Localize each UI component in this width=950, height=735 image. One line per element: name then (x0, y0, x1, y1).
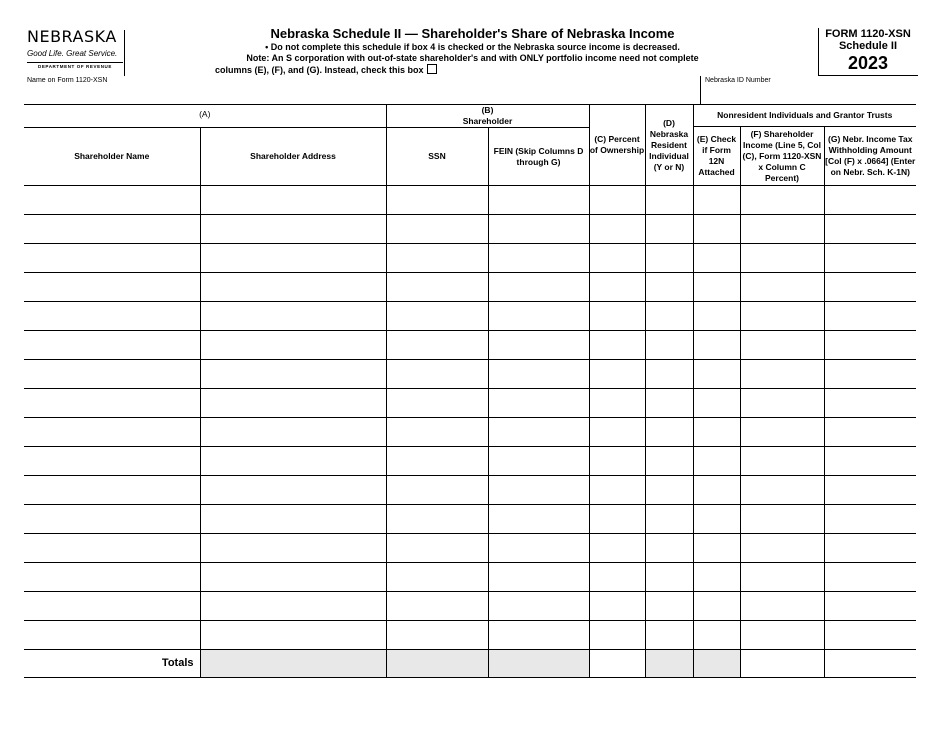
form-12n-checkbox-field[interactable] (693, 186, 740, 215)
table-row (24, 389, 916, 418)
percent-ownership-field[interactable] (589, 563, 645, 592)
nebraska-resident-field[interactable] (645, 215, 693, 244)
withholding-amount-field[interactable] (824, 273, 916, 302)
shareholder-income-field[interactable] (740, 244, 824, 273)
shareholder-income-field[interactable] (740, 592, 824, 621)
fein-field[interactable] (488, 186, 589, 215)
name-field-label: Name on Form 1120-XSN (27, 77, 108, 84)
table-row (24, 534, 916, 563)
totals-row (24, 650, 916, 678)
percent-ownership-field[interactable] (589, 331, 645, 360)
portfolio-note-line1: Note: An S corporation with out-of-state shareholder's and with ONLY portfolio income need not complete (246, 53, 699, 63)
withholding-amount-field[interactable] (824, 447, 916, 476)
shareholder-rows (24, 186, 916, 650)
shareholder-name-field[interactable] (24, 592, 200, 621)
portfolio-note-text: columns (E), (F), and (G). Instead, check this box (215, 65, 424, 75)
shareholder-schedule-table (24, 104, 916, 678)
ssn-header: SSN (386, 128, 488, 186)
logo-wordmark: NEBRASKA (27, 27, 117, 46)
shareholder-name-field[interactable] (24, 418, 200, 447)
fein-field[interactable] (488, 447, 589, 476)
fein-field[interactable] (488, 418, 589, 447)
ssn-field[interactable] (386, 534, 488, 563)
percent-ownership-field[interactable] (589, 505, 645, 534)
shareholder-name-field[interactable] (24, 476, 200, 505)
form-number: FORM 1120-XSN (825, 28, 911, 40)
withholding-amount-field[interactable] (824, 621, 916, 650)
withholding-amount-field[interactable] (824, 215, 916, 244)
percent-ownership-field[interactable] (589, 418, 645, 447)
fein-header: FEIN (Skip Columns D through G) (488, 128, 589, 186)
shareholder-income-field[interactable] (740, 505, 824, 534)
column-d-header: (D) Nebraska Resident Individual (Y or N) (645, 105, 693, 186)
ssn-field[interactable] (386, 476, 488, 505)
form-12n-checkbox-field[interactable] (693, 476, 740, 505)
totals-fein-shaded (488, 650, 589, 678)
form-12n-checkbox-field[interactable] (693, 534, 740, 563)
shareholder-address-field[interactable] (200, 621, 386, 650)
withholding-amount-field[interactable] (824, 244, 916, 273)
ssn-field[interactable] (386, 447, 488, 476)
totals-withholding-field[interactable] (824, 650, 916, 678)
ssn-field[interactable] (386, 215, 488, 244)
ssn-field[interactable] (386, 621, 488, 650)
percent-ownership-field[interactable] (589, 215, 645, 244)
shareholder-name-field[interactable] (24, 331, 200, 360)
table-row (24, 331, 916, 360)
nebraska-id-divider (700, 76, 701, 104)
totals-percent-field[interactable] (589, 650, 645, 678)
table-row (24, 302, 916, 331)
shareholder-name-header: Shareholder Name (24, 128, 200, 186)
withholding-amount-field[interactable] (824, 505, 916, 534)
shareholder-name-field[interactable] (24, 621, 200, 650)
percent-ownership-field[interactable] (589, 592, 645, 621)
fein-field[interactable] (488, 592, 589, 621)
percent-ownership-field[interactable] (589, 447, 645, 476)
nebraska-resident-field[interactable] (645, 360, 693, 389)
logo-department: DEPARTMENT OF REVENUE (37, 64, 113, 69)
shareholder-income-field[interactable] (740, 476, 824, 505)
column-g-header: (G) Nebr. Income Tax Withholding Amount [Col (F) x .0664] (Enter on Nebr. Sch. K-1N) (824, 127, 916, 186)
shareholder-address-field[interactable] (200, 331, 386, 360)
nebraska-resident-field[interactable] (645, 563, 693, 592)
nebraska-resident-field[interactable] (645, 505, 693, 534)
form-12n-checkbox-field[interactable] (693, 215, 740, 244)
nebraska-resident-field[interactable] (645, 331, 693, 360)
form-id-block (818, 28, 918, 73)
table-row (24, 360, 916, 389)
shareholder-name-field[interactable] (24, 215, 200, 244)
nebraska-resident-field[interactable] (645, 476, 693, 505)
percent-ownership-field[interactable] (589, 302, 645, 331)
percent-ownership-field[interactable] (589, 476, 645, 505)
shareholder-income-field[interactable] (740, 563, 824, 592)
column-b-header (386, 105, 589, 128)
ssn-field[interactable] (386, 331, 488, 360)
shareholder-name-field[interactable] (24, 389, 200, 418)
shareholder-address-field[interactable] (200, 389, 386, 418)
table-row (24, 418, 916, 447)
shareholder-address-field[interactable] (200, 360, 386, 389)
table-row (24, 563, 916, 592)
nebraska-resident-field[interactable] (645, 621, 693, 650)
form-12n-checkbox-field[interactable] (693, 505, 740, 534)
instruction-bullet: • Do not complete this schedule if box 4 is checked or the Nebraska source income is decreased. (265, 42, 680, 52)
ssn-field[interactable] (386, 360, 488, 389)
form-id-underline (818, 75, 918, 76)
shareholder-name-field[interactable] (24, 360, 200, 389)
shareholder-name-field[interactable] (24, 563, 200, 592)
table-row (24, 476, 916, 505)
nebraska-resident-field[interactable] (645, 186, 693, 215)
totals-address-shaded (200, 650, 386, 678)
ssn-field[interactable] (386, 302, 488, 331)
shareholder-address-field[interactable] (200, 215, 386, 244)
form-12n-checkbox-field[interactable] (693, 244, 740, 273)
form-12n-checkbox-field[interactable] (693, 302, 740, 331)
percent-ownership-field[interactable] (589, 621, 645, 650)
table-row (24, 186, 916, 215)
nebraska-resident-field[interactable] (645, 447, 693, 476)
ssn-field[interactable] (386, 244, 488, 273)
totals-ssn-shaded (386, 650, 488, 678)
fein-field[interactable] (488, 331, 589, 360)
withholding-amount-field[interactable] (824, 331, 916, 360)
ssn-field[interactable] (386, 186, 488, 215)
table-row (24, 244, 916, 273)
ssn-field[interactable] (386, 505, 488, 534)
column-a-header: (A) (24, 105, 386, 128)
shareholder-income-field[interactable] (740, 302, 824, 331)
portfolio-note-line2 (215, 64, 437, 75)
column-b-title: Shareholder (462, 116, 513, 126)
tax-year: 2023 (847, 53, 889, 73)
percent-ownership-field[interactable] (589, 534, 645, 563)
shareholder-address-field[interactable] (200, 418, 386, 447)
shareholder-name-field[interactable] (24, 534, 200, 563)
shareholder-address-field[interactable] (200, 273, 386, 302)
withholding-amount-field[interactable] (824, 534, 916, 563)
shareholder-income-field[interactable] (740, 389, 824, 418)
table-row (24, 447, 916, 476)
nebraska-resident-field[interactable] (645, 418, 693, 447)
shareholder-address-field[interactable] (200, 244, 386, 273)
percent-ownership-field[interactable] (589, 389, 645, 418)
nebraska-revenue-logo (27, 28, 127, 74)
withholding-amount-field[interactable] (824, 592, 916, 621)
withholding-amount-field[interactable] (824, 360, 916, 389)
form-12n-checkbox-field[interactable] (693, 621, 740, 650)
logo-tagline: Good Life. Great Service. (27, 49, 118, 58)
totals-resident-shaded (645, 650, 693, 678)
schedule-number: Schedule II (838, 40, 898, 52)
logo-rule (27, 62, 123, 63)
nebraska-id-label: Nebraska ID Number (705, 77, 771, 84)
percent-ownership-field[interactable] (589, 360, 645, 389)
shareholder-income-field[interactable] (740, 447, 824, 476)
shareholder-income-field[interactable] (740, 273, 824, 302)
nebraska-resident-field[interactable] (645, 592, 693, 621)
shareholder-address-field[interactable] (200, 476, 386, 505)
form-12n-checkbox-field[interactable] (693, 592, 740, 621)
portfolio-only-checkbox[interactable] (427, 64, 437, 74)
fein-field[interactable] (488, 534, 589, 563)
shareholder-income-field[interactable] (740, 621, 824, 650)
withholding-amount-field[interactable] (824, 302, 916, 331)
form-12n-checkbox-field[interactable] (693, 447, 740, 476)
shareholder-income-field[interactable] (740, 360, 824, 389)
shareholder-income-field[interactable] (740, 534, 824, 563)
fein-field[interactable] (488, 273, 589, 302)
schedule-title: Nebraska Schedule II — Shareholder's Share of Nebraska Income (270, 26, 675, 41)
table-row (24, 215, 916, 244)
fein-field[interactable] (488, 389, 589, 418)
form-12n-checkbox-field[interactable] (693, 389, 740, 418)
form-12n-checkbox-field[interactable] (693, 331, 740, 360)
nebraska-resident-field[interactable] (645, 273, 693, 302)
shareholder-name-field[interactable] (24, 447, 200, 476)
fein-field[interactable] (488, 244, 589, 273)
fein-field[interactable] (488, 563, 589, 592)
withholding-amount-field[interactable] (824, 563, 916, 592)
shareholder-income-field[interactable] (740, 331, 824, 360)
ssn-field[interactable] (386, 592, 488, 621)
table-row (24, 621, 916, 650)
shareholder-address-field[interactable] (200, 302, 386, 331)
ssn-field[interactable] (386, 563, 488, 592)
column-b-letter: (B) (481, 105, 494, 115)
form-12n-checkbox-field[interactable] (693, 563, 740, 592)
ssn-field[interactable] (386, 273, 488, 302)
shareholder-address-field[interactable] (200, 447, 386, 476)
fein-field[interactable] (488, 215, 589, 244)
fein-field[interactable] (488, 621, 589, 650)
fein-field[interactable] (488, 505, 589, 534)
table-row (24, 505, 916, 534)
form-12n-checkbox-field[interactable] (693, 273, 740, 302)
totals-form12n-shaded (693, 650, 740, 678)
withholding-amount-field[interactable] (824, 389, 916, 418)
shareholder-income-field[interactable] (740, 418, 824, 447)
column-c-header: (C) Percent of Ownership (589, 105, 645, 186)
percent-ownership-field[interactable] (589, 273, 645, 302)
shareholder-address-field[interactable] (200, 186, 386, 215)
percent-ownership-field[interactable] (589, 244, 645, 273)
form-12n-checkbox-field[interactable] (693, 418, 740, 447)
shareholder-name-field[interactable] (24, 186, 200, 215)
shareholder-address-field[interactable] (200, 563, 386, 592)
nebraska-resident-field[interactable] (645, 389, 693, 418)
withholding-amount-field[interactable] (824, 476, 916, 505)
shareholder-address-field[interactable] (200, 534, 386, 563)
withholding-amount-field[interactable] (824, 418, 916, 447)
nebraska-resident-field[interactable] (645, 244, 693, 273)
nonresident-group-header: Nonresident Individuals and Grantor Trusts (693, 105, 916, 127)
percent-ownership-field[interactable] (589, 186, 645, 215)
shareholder-name-field[interactable] (24, 505, 200, 534)
shareholder-address-field[interactable] (200, 592, 386, 621)
shareholder-address-field[interactable] (200, 505, 386, 534)
nebraska-resident-field[interactable] (645, 534, 693, 563)
withholding-amount-field[interactable] (824, 186, 916, 215)
nebraska-resident-field[interactable] (645, 302, 693, 331)
column-f-header: (F) Shareholder Income (Line 5, Col (C), Form 1120-XSN x Column C Percent) (740, 127, 824, 186)
shareholder-address-header: Shareholder Address (200, 128, 386, 186)
totals-label: Totals (24, 650, 200, 678)
table-row (24, 592, 916, 621)
shareholder-name-field[interactable] (24, 244, 200, 273)
shareholder-name-field[interactable] (24, 273, 200, 302)
shareholder-income-field[interactable] (740, 186, 824, 215)
form-12n-checkbox-field[interactable] (693, 360, 740, 389)
logo-divider (124, 30, 125, 76)
fein-field[interactable] (488, 476, 589, 505)
shareholder-income-field[interactable] (740, 215, 824, 244)
fein-field[interactable] (488, 360, 589, 389)
ssn-field[interactable] (386, 389, 488, 418)
table-row (24, 273, 916, 302)
totals-income-field[interactable] (740, 650, 824, 678)
fein-field[interactable] (488, 302, 589, 331)
shareholder-name-field[interactable] (24, 302, 200, 331)
column-e-header: (E) Check if Form 12N Attached (693, 127, 740, 186)
ssn-field[interactable] (386, 418, 488, 447)
